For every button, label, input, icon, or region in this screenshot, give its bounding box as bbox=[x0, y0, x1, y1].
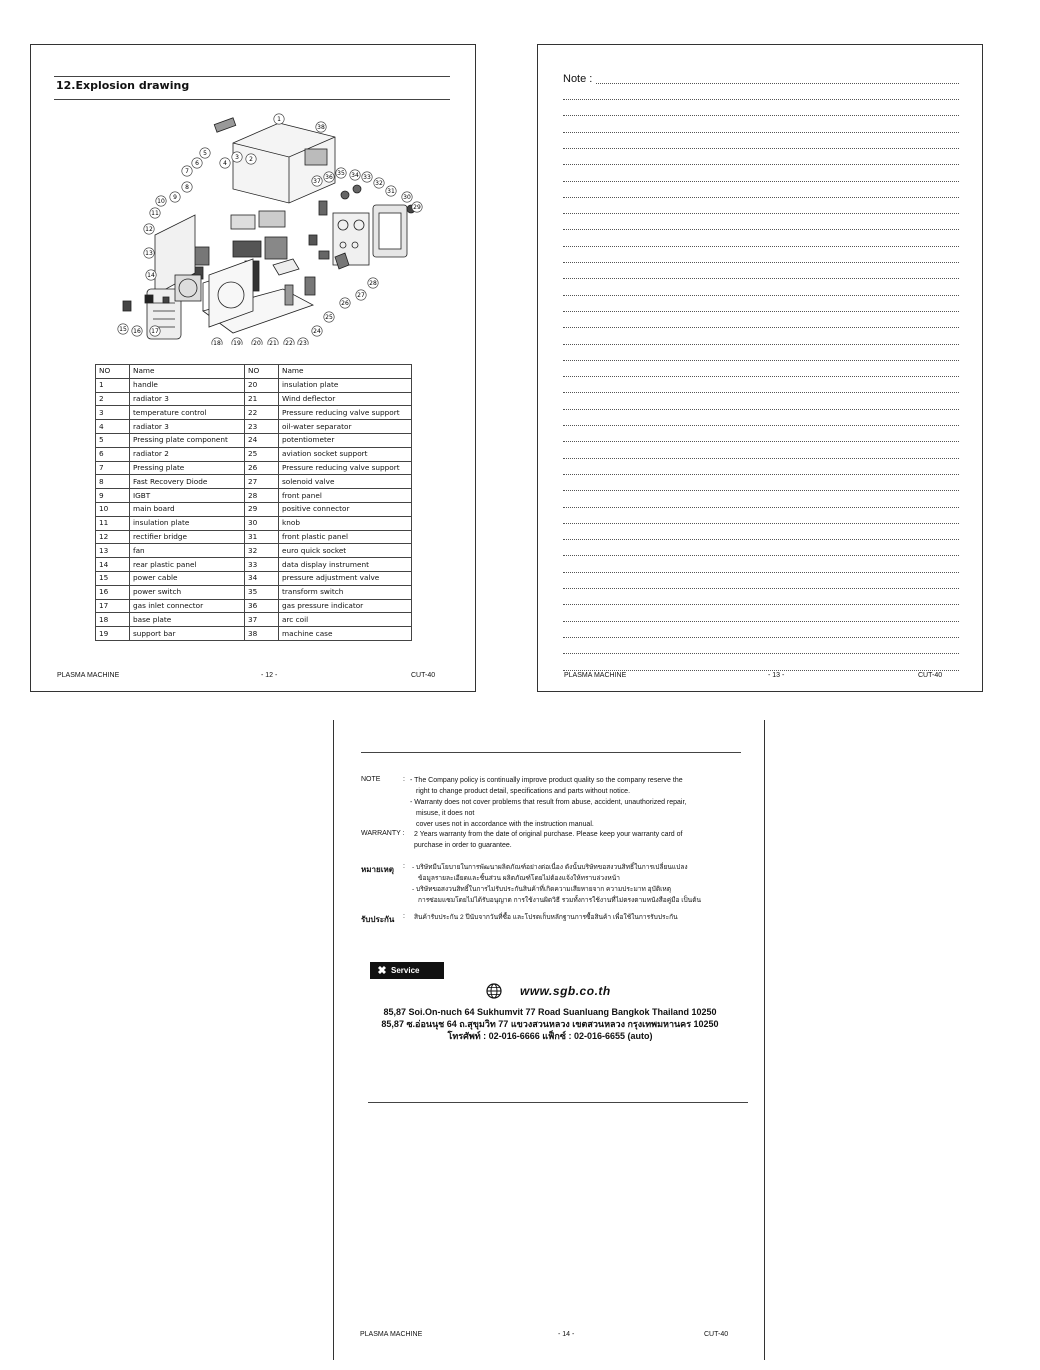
footer-left: PLASMA MACHINE bbox=[360, 1331, 423, 1338]
callout-29 bbox=[412, 202, 422, 212]
table-cell: main board bbox=[130, 502, 245, 516]
table-cell: 23 bbox=[245, 420, 279, 434]
exploded-view-diagram bbox=[83, 105, 423, 345]
callout-21 bbox=[268, 338, 278, 345]
table-row bbox=[96, 571, 412, 585]
callout-38 bbox=[316, 122, 326, 132]
table-row bbox=[96, 475, 412, 489]
manual-page-14 bbox=[333, 720, 765, 1360]
note-writing-line[interactable] bbox=[563, 213, 959, 214]
callout-10 bbox=[156, 196, 166, 206]
callout-number: 12 bbox=[145, 226, 153, 233]
table-cell: 27 bbox=[245, 475, 279, 489]
thai-note-line: ข้อมูลรายละเอียดและชิ้นส่วน ผลิตภัณฑ์โดยไม่ต้องแจ้งให้ทราบล่วงหน้า bbox=[418, 875, 620, 882]
callout-22 bbox=[284, 338, 294, 345]
table-cell: 3 bbox=[96, 406, 130, 420]
callout-1 bbox=[274, 114, 284, 124]
table-cell: aviation socket support bbox=[279, 447, 412, 461]
note-line: - The Company policy is continually improve product quality so the company reserve the bbox=[410, 777, 683, 784]
service-badge bbox=[370, 962, 444, 979]
table-cell: 4 bbox=[96, 420, 130, 434]
warranty-line: purchase in order to guarantee. bbox=[414, 842, 512, 849]
note-writing-line[interactable] bbox=[563, 588, 959, 589]
note-label-text: Note : bbox=[563, 73, 593, 85]
callout-number: 21 bbox=[269, 340, 277, 345]
table-cell: 13 bbox=[96, 544, 130, 558]
table-cell: arc coil bbox=[279, 613, 412, 627]
thai-note-colon: : bbox=[403, 863, 405, 870]
callout-number: 5 bbox=[203, 150, 207, 157]
table-cell: knob bbox=[279, 516, 412, 530]
callout-number: 8 bbox=[185, 184, 189, 191]
table-row bbox=[96, 599, 412, 613]
table-cell: machine case bbox=[279, 627, 412, 641]
callout-number: 16 bbox=[133, 328, 141, 335]
note-writing-line[interactable] bbox=[563, 115, 959, 116]
note-writing-line[interactable] bbox=[563, 197, 959, 198]
table-cell: 29 bbox=[245, 502, 279, 516]
thai-warranty-text: สินค้ารับประกัน 2 ปีนับจากวันที่ซื้อ และโปรดเก็บหลักฐานการซื้อสินค้า เพื่อใช้ในการรับประกัน bbox=[414, 914, 678, 921]
callout-number: 25 bbox=[325, 314, 333, 321]
section-title: 12.Explosion drawing bbox=[56, 79, 190, 92]
note-writing-line[interactable] bbox=[563, 507, 959, 508]
note-line: misuse, it does not bbox=[416, 810, 475, 817]
table-cell: euro quick socket bbox=[279, 544, 412, 558]
table-cell: radiator 2 bbox=[130, 447, 245, 461]
callout-26 bbox=[340, 298, 350, 308]
table-cell: gas pressure indicator bbox=[279, 599, 412, 613]
callout-32 bbox=[374, 178, 384, 188]
table-cell: Pressing plate component bbox=[130, 433, 245, 447]
table-cell: 22 bbox=[245, 406, 279, 420]
note-text bbox=[410, 775, 686, 830]
note-writing-line[interactable] bbox=[563, 181, 959, 182]
table-cell: 14 bbox=[96, 558, 130, 572]
callout-8 bbox=[182, 182, 192, 192]
table-cell: 35 bbox=[245, 585, 279, 599]
note-writing-line[interactable] bbox=[563, 555, 959, 556]
table-cell: Pressure reducing valve support bbox=[279, 406, 412, 420]
footer-right: CUT-40 bbox=[918, 672, 943, 679]
globe-icon bbox=[486, 983, 502, 999]
callout-2 bbox=[246, 154, 256, 164]
table-cell: front panel bbox=[279, 489, 412, 503]
table-cell: positive connector bbox=[279, 502, 412, 516]
note-writing-line[interactable] bbox=[563, 376, 959, 377]
table-cell: 24 bbox=[245, 433, 279, 447]
callout-number: 36 bbox=[325, 174, 333, 181]
table-cell: power switch bbox=[130, 585, 245, 599]
note-line: cover uses not in accordance with the instruction manual. bbox=[416, 821, 594, 828]
callout-number: 26 bbox=[341, 300, 349, 307]
table-row bbox=[96, 544, 412, 558]
table-cell: data display instrument bbox=[279, 558, 412, 572]
callout-15 bbox=[118, 324, 128, 334]
callout-number: 9 bbox=[173, 194, 177, 201]
table-cell: IGBT bbox=[130, 489, 245, 503]
callout-number: 34 bbox=[351, 172, 359, 179]
thai-warranty-colon: : bbox=[403, 913, 405, 920]
note-writing-line[interactable] bbox=[563, 246, 959, 247]
note-writing-line[interactable] bbox=[563, 670, 959, 671]
footer-page-number: - 14 - bbox=[558, 1331, 575, 1338]
footer-left: PLASMA MACHINE bbox=[57, 672, 120, 679]
note-writing-line[interactable] bbox=[563, 621, 959, 622]
table-header-cell: NO bbox=[245, 365, 279, 379]
callout-35 bbox=[336, 168, 346, 178]
table-header-row bbox=[96, 365, 412, 379]
table-cell: 31 bbox=[245, 530, 279, 544]
note-line: - Warranty does not cover problems that result from abuse, accident, unauthorized repair, bbox=[410, 799, 687, 806]
table-header-cell: NO bbox=[96, 365, 130, 379]
callout-number: 13 bbox=[145, 250, 153, 257]
table-cell: fan bbox=[130, 544, 245, 558]
callout-number: 10 bbox=[157, 198, 165, 205]
callout-number: 27 bbox=[357, 292, 365, 299]
callout-4 bbox=[220, 158, 230, 168]
tools-icon: ✖ bbox=[377, 965, 387, 977]
table-cell: 9 bbox=[96, 489, 130, 503]
note-writing-line[interactable] bbox=[563, 148, 959, 149]
footer-right: CUT-40 bbox=[411, 672, 436, 679]
callout-3 bbox=[232, 152, 242, 162]
table-cell: rectifier bridge bbox=[130, 530, 245, 544]
note-colon: : bbox=[403, 776, 405, 783]
table-cell: Fast Recovery Diode bbox=[130, 475, 245, 489]
footer-right: CUT-40 bbox=[704, 1331, 729, 1338]
callout-28 bbox=[368, 278, 378, 288]
callout-11 bbox=[150, 208, 160, 218]
table-cell: 15 bbox=[96, 571, 130, 585]
table-row bbox=[96, 502, 412, 516]
table-cell: pressure adjustment valve bbox=[279, 571, 412, 585]
callout-number: 15 bbox=[119, 326, 127, 333]
callout-number: 1 bbox=[277, 116, 281, 123]
note-writing-line[interactable] bbox=[563, 653, 959, 654]
note-writing-line[interactable] bbox=[563, 637, 959, 638]
callout-16 bbox=[132, 326, 142, 336]
note-writing-line[interactable] bbox=[563, 327, 959, 328]
callout-number: 32 bbox=[375, 180, 383, 187]
callout-6 bbox=[192, 158, 202, 168]
note-writing-line[interactable] bbox=[563, 262, 959, 263]
note-writing-line[interactable] bbox=[563, 409, 959, 410]
callout-31 bbox=[386, 186, 396, 196]
note-first-line bbox=[596, 83, 959, 84]
bottom-rule bbox=[368, 1102, 748, 1103]
callout-14 bbox=[146, 270, 156, 280]
callout-number: 30 bbox=[403, 194, 411, 201]
table-cell: 1 bbox=[96, 378, 130, 392]
note-writing-line[interactable] bbox=[563, 490, 959, 491]
warranty-line: 2 Years warranty from the date of original purchase. Please keep your warranty card of bbox=[414, 831, 683, 838]
table-cell: 36 bbox=[245, 599, 279, 613]
note-writing-line[interactable] bbox=[563, 344, 959, 345]
callout-number: 7 bbox=[185, 168, 189, 175]
table-cell: 7 bbox=[96, 461, 130, 475]
phone-fax: โทรศัพท์ : 02-016-6666 แฟ็กซ์ : 02-016-6655 (auto) bbox=[447, 1031, 653, 1041]
footer-page-number: - 12 - bbox=[261, 672, 278, 679]
table-cell: 5 bbox=[96, 433, 130, 447]
table-cell: Pressure reducing valve support bbox=[279, 461, 412, 475]
note-label: NOTE bbox=[361, 776, 381, 783]
footer-page-number: - 13 - bbox=[768, 672, 785, 679]
table-row bbox=[96, 447, 412, 461]
table-cell: potentiometer bbox=[279, 433, 412, 447]
callout-number: 19 bbox=[233, 340, 241, 345]
callout-20 bbox=[252, 338, 262, 345]
thai-note-line: การซ่อมแซมโดยไม่ได้รับอนุญาต การใช้งานผิดวิธี รวมทั้งการใช้งานที่ไม่ตรงตามหนังสือคู่มือ เป็นต้น bbox=[418, 897, 701, 904]
note-writing-line[interactable] bbox=[563, 311, 959, 312]
table-row bbox=[96, 392, 412, 406]
callout-34 bbox=[350, 170, 360, 180]
table-cell: power cable bbox=[130, 571, 245, 585]
table-cell: 6 bbox=[96, 447, 130, 461]
table-cell: 37 bbox=[245, 613, 279, 627]
note-writing-line[interactable] bbox=[563, 458, 959, 459]
callout-33 bbox=[362, 172, 372, 182]
table-row bbox=[96, 585, 412, 599]
address-thai: 85,87 ซ.อ่อนนุช 64 ถ.สุขุมวิท 77 แขวงสวนหลวง เขตสวนหลวง กรุงเทพมหานคร 10250 bbox=[381, 1019, 719, 1029]
callout-13 bbox=[144, 248, 154, 258]
table-row bbox=[96, 461, 412, 475]
table-cell: radiator 3 bbox=[130, 392, 245, 406]
table-row bbox=[96, 406, 412, 420]
table-cell: 30 bbox=[245, 516, 279, 530]
callout-17 bbox=[150, 326, 160, 336]
callout-number: 31 bbox=[387, 188, 395, 195]
callout-number: 29 bbox=[413, 204, 421, 211]
callout-number: 18 bbox=[213, 340, 221, 345]
table-row bbox=[96, 627, 412, 641]
note-writing-line[interactable] bbox=[563, 572, 959, 573]
top-rule bbox=[361, 752, 741, 753]
note-line: right to change product detail, specifications and parts without notice. bbox=[416, 788, 631, 795]
table-row bbox=[96, 516, 412, 530]
table-cell: 33 bbox=[245, 558, 279, 572]
callout-number: 37 bbox=[313, 178, 321, 185]
warranty-text bbox=[414, 829, 682, 851]
table-row bbox=[96, 378, 412, 392]
note-writing-line[interactable] bbox=[563, 99, 959, 100]
table-cell: 18 bbox=[96, 613, 130, 627]
table-cell: 38 bbox=[245, 627, 279, 641]
callout-number: 4 bbox=[223, 160, 227, 167]
thai-note-text bbox=[412, 862, 701, 906]
footer-left: PLASMA MACHINE bbox=[564, 672, 627, 679]
table-cell: 11 bbox=[96, 516, 130, 530]
table-cell: Pressing plate bbox=[130, 461, 245, 475]
table-cell: base plate bbox=[130, 613, 245, 627]
table-cell: front plastic panel bbox=[279, 530, 412, 544]
callout-number: 38 bbox=[317, 124, 325, 131]
callout-number: 17 bbox=[151, 328, 159, 335]
table-header-cell: Name bbox=[279, 365, 412, 379]
table-cell: 10 bbox=[96, 502, 130, 516]
callout-37 bbox=[312, 176, 322, 186]
note-label bbox=[563, 73, 592, 85]
callout-12 bbox=[144, 224, 154, 234]
callout-18 bbox=[212, 338, 222, 345]
table-row bbox=[96, 420, 412, 434]
table-cell: 16 bbox=[96, 585, 130, 599]
table-cell: 21 bbox=[245, 392, 279, 406]
note-writing-line[interactable] bbox=[563, 164, 959, 165]
service-label: Service bbox=[391, 966, 420, 975]
table-cell: 34 bbox=[245, 571, 279, 585]
table-row bbox=[96, 558, 412, 572]
table-cell: insulation plate bbox=[130, 516, 245, 530]
warranty-label: WARRANTY : bbox=[361, 830, 405, 837]
callout-number: 28 bbox=[369, 280, 377, 287]
note-writing-line[interactable] bbox=[563, 523, 959, 524]
callout-19 bbox=[232, 338, 242, 345]
note-writing-line[interactable] bbox=[563, 441, 959, 442]
table-row bbox=[96, 530, 412, 544]
manual-page-12 bbox=[30, 44, 476, 692]
callout-23 bbox=[298, 338, 308, 345]
table-row bbox=[96, 433, 412, 447]
table-cell: rear plastic panel bbox=[130, 558, 245, 572]
callout-number: 35 bbox=[337, 170, 345, 177]
callout-number: 33 bbox=[363, 174, 371, 181]
note-writing-line[interactable] bbox=[563, 604, 959, 605]
thai-warranty-label: รับประกัน bbox=[361, 915, 395, 924]
callout-24 bbox=[312, 326, 322, 336]
table-cell: 25 bbox=[245, 447, 279, 461]
thai-note-label: หมายเหตุ bbox=[361, 865, 394, 874]
callout-number: 20 bbox=[253, 340, 261, 345]
table-cell: 32 bbox=[245, 544, 279, 558]
callout-number: 14 bbox=[147, 272, 155, 279]
callout-25 bbox=[324, 312, 334, 322]
table-cell: 2 bbox=[96, 392, 130, 406]
note-writing-line[interactable] bbox=[563, 295, 959, 296]
note-writing-line[interactable] bbox=[563, 278, 959, 279]
table-cell: oil-water separator bbox=[279, 420, 412, 434]
note-writing-line[interactable] bbox=[563, 132, 959, 133]
parts-table bbox=[95, 364, 412, 641]
table-cell: 28 bbox=[245, 489, 279, 503]
table-cell: Wind deflector bbox=[279, 392, 412, 406]
callout-9 bbox=[170, 192, 180, 202]
table-cell: 17 bbox=[96, 599, 130, 613]
table-cell: transform switch bbox=[279, 585, 412, 599]
table-cell: insulation plate bbox=[279, 378, 412, 392]
callout-5 bbox=[200, 148, 210, 158]
website-link[interactable]: www.sgb.co.th bbox=[520, 984, 611, 998]
table-cell: support bar bbox=[130, 627, 245, 641]
thai-note-line: - บริษัทขอสงวนสิทธิ์ในการไม่รับประกันสินค้าที่เกิดความเสียหายจาก ความประมาท อุบัติเหตุ bbox=[412, 886, 671, 893]
table-cell: gas inlet connector bbox=[130, 599, 245, 613]
address-english: 85,87 Soi.On-nuch 64 Sukhumvit 77 Road Suanluang Bangkok Thailand 10250 bbox=[383, 1007, 717, 1017]
table-cell: solenoid valve bbox=[279, 475, 412, 489]
note-writing-line[interactable] bbox=[563, 229, 959, 230]
table-cell: radiator 3 bbox=[130, 420, 245, 434]
callout-number: 3 bbox=[235, 154, 239, 161]
table-cell: handle bbox=[130, 378, 245, 392]
title-rule-bottom bbox=[54, 99, 450, 100]
callout-number: 2 bbox=[249, 156, 253, 163]
thai-note-line: - บริษัทมีนโยบายในการพัฒนาผลิตภัณฑ์อย่างต่อเนื่อง ดังนั้นบริษัทขอสงวนสิทธิ์ในการเปลี่ยนแปลง bbox=[412, 864, 688, 871]
table-row bbox=[96, 613, 412, 627]
table-cell: 12 bbox=[96, 530, 130, 544]
table-cell: temperature control bbox=[130, 406, 245, 420]
table-cell: 26 bbox=[245, 461, 279, 475]
note-writing-line[interactable] bbox=[563, 392, 959, 393]
table-cell: 19 bbox=[96, 627, 130, 641]
callout-number: 24 bbox=[313, 328, 321, 335]
callout-27 bbox=[356, 290, 366, 300]
title-rule-top bbox=[54, 76, 450, 77]
note-writing-line[interactable] bbox=[563, 474, 959, 475]
callout-number: 22 bbox=[285, 340, 293, 345]
table-cell: 20 bbox=[245, 378, 279, 392]
callout-36 bbox=[324, 172, 334, 182]
note-writing-line[interactable] bbox=[563, 360, 959, 361]
callout-number: 23 bbox=[299, 340, 307, 345]
callout-7 bbox=[182, 166, 192, 176]
callout-30 bbox=[402, 192, 412, 202]
manual-page-13 bbox=[537, 44, 983, 692]
table-cell: 8 bbox=[96, 475, 130, 489]
note-writing-line[interactable] bbox=[563, 539, 959, 540]
table-header-cell: Name bbox=[130, 365, 245, 379]
callout-number: 6 bbox=[195, 160, 199, 167]
note-writing-line[interactable] bbox=[563, 425, 959, 426]
callout-number: 11 bbox=[151, 210, 159, 217]
table-row bbox=[96, 489, 412, 503]
